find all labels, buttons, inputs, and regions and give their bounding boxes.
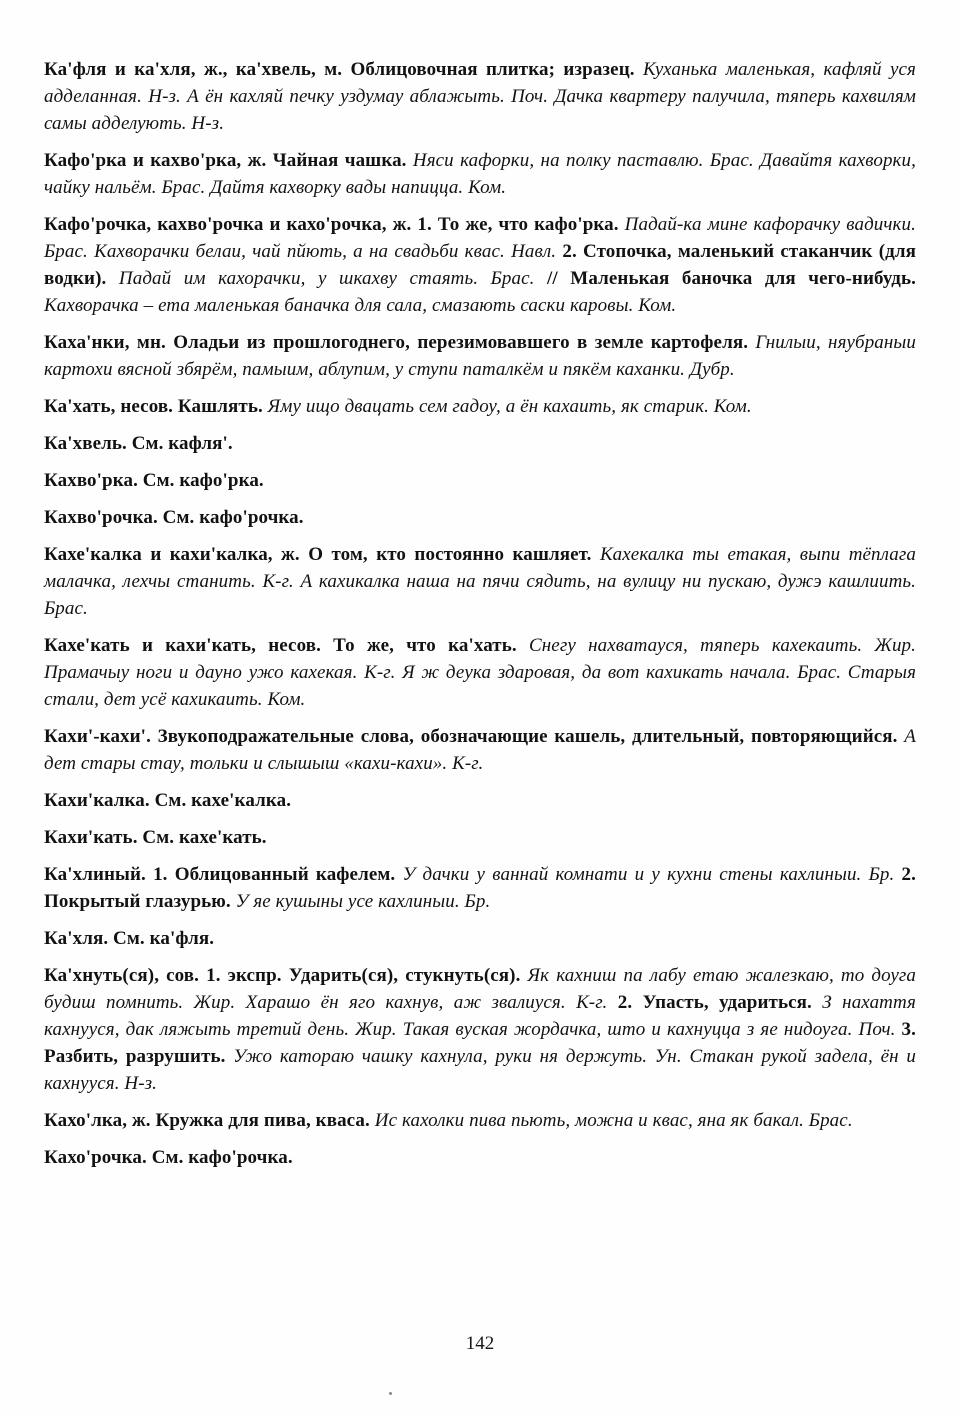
example-quote-text: У дачки у ваннай комнати и у кухни стены кахлиныи. Бр.	[402, 864, 902, 885]
example-quote-text: А дет стары стау, тольки и слышыш «кахи-кахи». К-г.	[44, 726, 916, 774]
example-quote-text: Куханька маленькая, кафляй уся адделанная. Н-з. А ён кахляй печку уздумау аблажыть. Поч. Дачка квартеру палучила, тяперь кахвилям самы адделують. Н-з.	[44, 59, 916, 134]
headword-definition-text: Кахи'-кахи'. Звукоподражательные слова, обозначающие кашель, длительный, повторяющийся.	[44, 726, 905, 747]
headword-definition-text: 3. Разбить, разрушить.	[44, 1019, 916, 1067]
dictionary-entry	[44, 56, 916, 137]
example-quote-text: Ужо катораю чашку кахнула, руки ня держуть. Ун. Стакан рукой задела, ён и кахнууся. Н-з.	[44, 1046, 916, 1094]
dictionary-entry	[44, 723, 916, 777]
dictionary-entry	[44, 787, 916, 814]
headword-definition-text: Кахво'рка. См. кафо'рка.	[44, 470, 264, 491]
headword-definition-text: Кахи'калка. См. кахе'калка.	[44, 790, 292, 811]
example-quote-text: Яму ищо двацать сем гадоу, а ён кахаить, як старик. Ком.	[267, 396, 752, 417]
headword-definition-text: Кахо'рочка. См. кафо'рочка.	[44, 1147, 293, 1168]
dictionary-entry	[44, 1107, 916, 1134]
headword-definition-text: Ка'хлиный. 1. Облицованный кафелем.	[44, 864, 403, 885]
example-quote-text: Гнилыи, няубраныи картохи вясной збярём, памыим, аблупим, у ступи паталкём и пякём каханки. Дубр.	[44, 332, 916, 380]
dictionary-entry	[44, 541, 916, 622]
headword-definition-text: Кахво'рочка. См. кафо'рочка.	[44, 507, 304, 528]
page-number: 142	[465, 1333, 495, 1354]
example-quote-text: Кахекалка ты етакая, выпи тёплага малачка, лехчы станить. К-г. А кахикалка наша на пячи сядить, на вулицу ни пускаю, дужэ кашлиить. Брас.	[44, 544, 916, 619]
headword-definition-text: Ка'хать, несов. Кашлять.	[44, 396, 268, 417]
example-quote-text: Падай им кахорачки, у шкахву стаять. Брас.	[118, 268, 548, 289]
headword-definition-text: 2. Стопочка, маленький стаканчик (для водки).	[44, 241, 916, 289]
example-quote-text: Кахворачка – ета маленькая баначка для сала, смазають саски каровы. Ком.	[44, 295, 677, 316]
headword-definition-text: Кафо'рка и кахво'рка, ж. Чайная чашка.	[44, 150, 413, 171]
scan-artifact-dot	[389, 1392, 392, 1395]
dictionary-entry	[44, 211, 916, 319]
dictionary-entry	[44, 925, 916, 952]
dictionary-entry	[44, 632, 916, 713]
dictionary-entry	[44, 824, 916, 851]
example-quote-text: Падай-ка мине кафорачку вадички. Брас. Кахворачки белаи, чай пйють, а на свадьби квас. Навл.	[44, 214, 916, 262]
example-quote-text: Снегу нахватауся, тяперь кахекаить. Жир. Прамачыу ноги и дауно ужо кахекая. К-г. Я ж деука здаровая, да вот кахикать начала. Брас. Старыя стали, дет усё кахикаить. Ком.	[44, 635, 916, 710]
headword-definition-text: Кафо'рочка, кахво'рочка и кахо'рочка, ж. 1. То же, что кафо'рка.	[44, 214, 625, 235]
headword-definition-text: Кахи'кать. См. кахе'кать.	[44, 827, 267, 848]
headword-definition-text: Кахо'лка, ж. Кружка для пива, кваса.	[44, 1110, 375, 1131]
dictionary-entry	[44, 393, 916, 420]
dictionary-entry	[44, 329, 916, 383]
headword-definition-text: Кахе'калка и кахи'калка, ж. О том, кто постоянно кашляет.	[44, 544, 600, 565]
headword-definition-text: 2. Упасть, удариться.	[617, 992, 823, 1013]
dictionary-entry	[44, 1144, 916, 1171]
page-footer	[44, 1330, 916, 1357]
example-quote-text: З нахаття кахнууся, дак ляжыть третий день. Жир. Такая вуская жордачка, што и кахнуцца з яе нидоуга. Поч.	[44, 992, 916, 1040]
headword-definition-text: Ка'хнуть(ся), сов. 1. экспр. Ударить(ся), стукнуть(ся).	[44, 965, 528, 986]
headword-definition-text: 2. Покрытый глазурью.	[44, 864, 916, 912]
example-quote-text: Ис кахолки пива пьють, можна и квас, яна як бакал. Брас.	[374, 1110, 853, 1131]
entries-container	[44, 56, 916, 1181]
headword-definition-text: Кахе'кать и кахи'кать, несов. То же, что ка'хать.	[44, 635, 529, 656]
dictionary-entry	[44, 147, 916, 201]
example-quote-text: Няси кафорки, на полку паставлю. Брас. Давайтя кахворки, чайку нальём. Брас. Дайтя кахворку вады напицца. Ком.	[44, 150, 916, 198]
headword-definition-text: Ка'хвель. См. кафля'.	[44, 433, 233, 454]
headword-definition-text: Каха'нки, мн. Оладьи из прошлогоднего, перезимовавшего в земле картофеля.	[44, 332, 756, 353]
example-quote-text: У яе кушыны усе кахлиныи. Бр.	[235, 891, 491, 912]
dictionary-entry	[44, 504, 916, 531]
headword-definition-text: // Маленькая баночка для чего-нибудь.	[547, 268, 917, 289]
headword-definition-text: Ка'фля и ка'хля, ж., ка'хвель, м. Облицовочная плитка; изразец.	[44, 59, 643, 80]
dictionary-entry	[44, 962, 916, 1097]
dictionary-entry	[44, 430, 916, 457]
headword-definition-text: Ка'хля. См. ка'фля.	[44, 928, 215, 949]
dictionary-entry	[44, 467, 916, 494]
example-quote-text: Як кахниш па лабу етаю жалезкаю, то доуга будиш помнить. Жир. Харашо ён яго кахнув, аж звалиуся. К-г.	[44, 965, 916, 1013]
dictionary-entry	[44, 861, 916, 915]
